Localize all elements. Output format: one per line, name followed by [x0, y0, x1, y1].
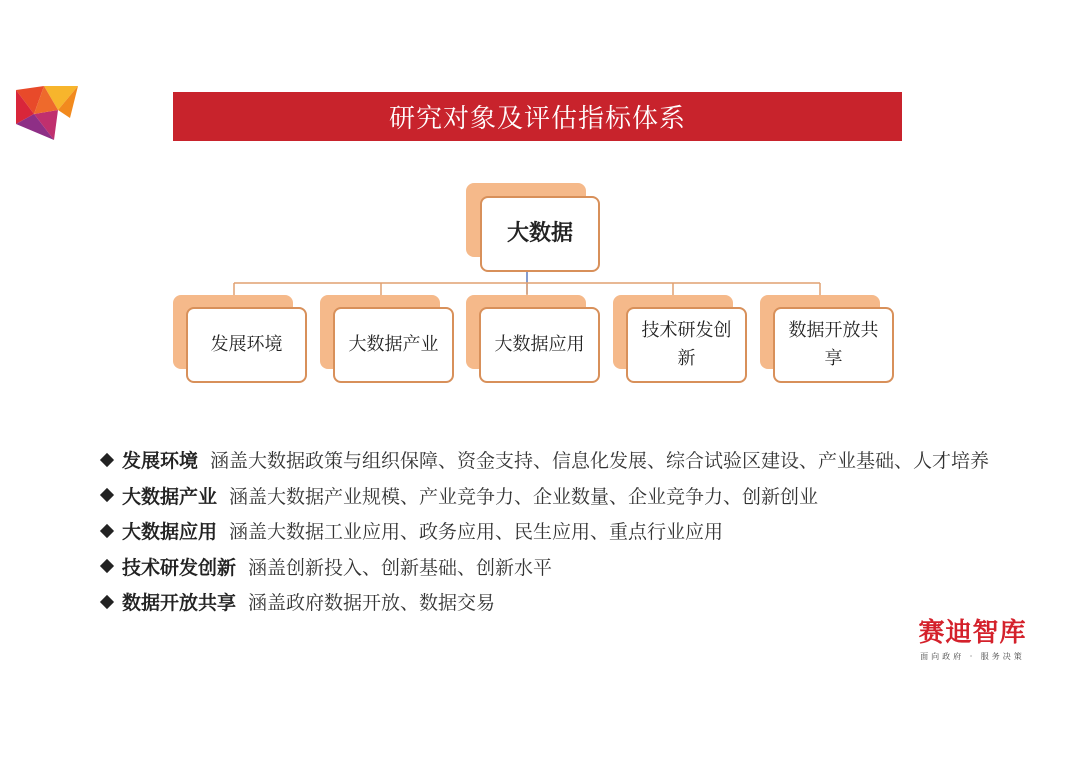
list-item: [98, 442, 989, 478]
node-box: 大数据: [480, 196, 600, 272]
node-box: 发展环境: [186, 307, 307, 383]
node-box: 大数据产业: [333, 307, 454, 383]
diamond-bullet-icon: [100, 595, 114, 609]
diamond-bullet-icon: [100, 488, 114, 502]
description-list: [98, 442, 989, 620]
node-box: 大数据应用: [479, 307, 600, 383]
list-item-term: 大数据产业: [122, 485, 218, 508]
list-item-detail: 涵盖大数据政策与组织保障、资金支持、信息化发展、综合试验区建设、产业基础、人才培养: [210, 450, 990, 473]
node-box: 数据开放共享: [773, 307, 894, 383]
list-item: [98, 549, 989, 585]
list-item-detail: 涵盖政府数据开放、数据交易: [248, 592, 496, 615]
brand-logo: [910, 617, 1035, 662]
brand-slogan: 面向政府 · 服务决策: [920, 652, 1025, 661]
brand-name: 赛迪智库: [918, 618, 1027, 648]
diamond-bullet-icon: [100, 524, 114, 538]
list-item-term: 大数据应用: [122, 521, 218, 544]
list-item-term: 技术研发创新: [122, 556, 237, 579]
list-item-term: 数据开放共享: [122, 592, 237, 615]
list-item: [98, 584, 989, 620]
list-item-detail: 涵盖创新投入、创新基础、创新水平: [248, 556, 553, 579]
list-item: [98, 513, 989, 549]
diamond-bullet-icon: [100, 453, 114, 467]
list-item-detail: 涵盖大数据工业应用、政务应用、民生应用、重点行业应用: [229, 521, 724, 544]
list-item-term: 发展环境: [122, 450, 199, 473]
list-item-detail: 涵盖大数据产业规模、产业竞争力、企业数量、企业竞争力、创新创业: [229, 485, 819, 508]
diamond-bullet-icon: [100, 559, 114, 573]
node-box: 技术研发创新: [626, 307, 747, 383]
logo-mark-icon: [14, 84, 80, 144]
page-title: 研究对象及评估指标体系: [173, 92, 902, 141]
list-item: [98, 478, 989, 514]
